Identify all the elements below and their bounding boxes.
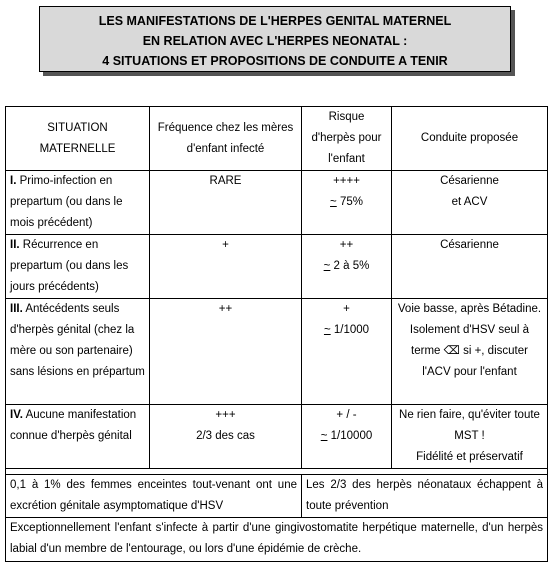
row-number: II. [10, 239, 20, 251]
risk-level: + / - [336, 409, 357, 421]
risk-level: ++++ [333, 175, 360, 187]
risk-value: 1/10000 [327, 430, 373, 442]
conduct-line-1: Césarienne [440, 175, 499, 187]
conduct-line-2: et ACV [451, 196, 488, 208]
frequency-level: +++ [215, 409, 236, 421]
title-line-2: EN RELATION AVEC L'HERPES NEONATAL : [142, 34, 408, 48]
header-risk: Risque d'herpès pour l'enfant [302, 107, 392, 171]
risk-level: + [343, 303, 350, 315]
frequency-detail: 2/3 des cas [196, 430, 255, 442]
row-number: IV. [10, 409, 24, 421]
title-line-3: 4 SITUATIONS ET PROPOSITIONS DE CONDUITE A TENIR [102, 54, 448, 68]
herpes-table [5, 106, 548, 562]
conduct-cell: Voie basse, après Bétadine. Isolement d'HSV seul à terme ⌫ si +, discuter l'ACV pour l'enfant [392, 299, 548, 405]
risk-value: 1/1000 [330, 324, 370, 336]
table-row [6, 235, 548, 299]
risk-level: ++ [339, 239, 354, 251]
situation-text: Aucune manifestation connue d'herpès génital [10, 409, 137, 442]
row-number: III. [10, 303, 23, 315]
conduct-line-1: Ne rien faire, qu'éviter toute MST ! [399, 409, 540, 442]
risk-cell [302, 405, 392, 469]
risk-value: 75% [336, 196, 363, 208]
situation-cell [6, 171, 150, 235]
situation-text: Primo-infection en prepartum (ou dans le mois précédent) [10, 175, 123, 229]
conduct-cell [392, 171, 548, 235]
document-title [39, 6, 511, 72]
conduct-line-2: Fidélité et préservatif [416, 451, 523, 463]
risk-value: 2 à 5% [330, 260, 370, 272]
frequency-cell: ++ [150, 299, 302, 405]
frequency-cell: + [150, 235, 302, 299]
header-conduct: Conduite proposée [392, 107, 548, 171]
conduct-cell: Césarienne [392, 235, 548, 299]
approx-sign: ~ [330, 196, 337, 208]
approx-sign: ~ [320, 430, 328, 442]
situation-cell [6, 235, 150, 299]
header-situation: SITUATION MATERNELLE [6, 107, 150, 171]
notes-row [6, 475, 548, 518]
note-right: Les 2/3 des herpès néonataux échappent à toute prévention [302, 475, 548, 518]
header-row [6, 107, 548, 171]
table-row [6, 171, 548, 235]
situation-cell [6, 405, 150, 469]
note-bottom: Exceptionnellement l'enfant s'infecte à partir d'une gingivostomatite herpétique maternelle, d'un herpès labial d'un membre de l'entourage, ou lors d'une épidémie de crèche. [6, 518, 548, 562]
approx-sign: ~ [323, 324, 331, 336]
risk-cell [302, 171, 392, 235]
table-row [6, 299, 548, 405]
bottom-note-row [6, 518, 548, 562]
title-line-1: LES MANIFESTATIONS DE L'HERPES GENITAL MATERNEL [98, 14, 452, 28]
situation-text: Antécédents seuls d'herpès génital (chez la mère ou son partenaire) sans lésions en prépartum [10, 303, 145, 378]
table-row [6, 405, 548, 469]
header-frequency: Fréquence chez les mères d'enfant infecté [150, 107, 302, 171]
conduct-cell [392, 405, 548, 469]
frequency-cell: RARE [150, 171, 302, 235]
situation-cell [6, 299, 150, 405]
approx-sign: ~ [323, 260, 331, 272]
risk-cell [302, 299, 392, 405]
row-number: I. [10, 175, 17, 187]
situation-text: Récurrence en prepartum (ou dans les jours précédents) [10, 239, 129, 293]
frequency-cell [150, 405, 302, 469]
risk-cell [302, 235, 392, 299]
note-left: 0,1 à 1% des femmes enceintes tout-venant ont une excrétion génitale asymptomatique d'HSV [6, 475, 302, 518]
